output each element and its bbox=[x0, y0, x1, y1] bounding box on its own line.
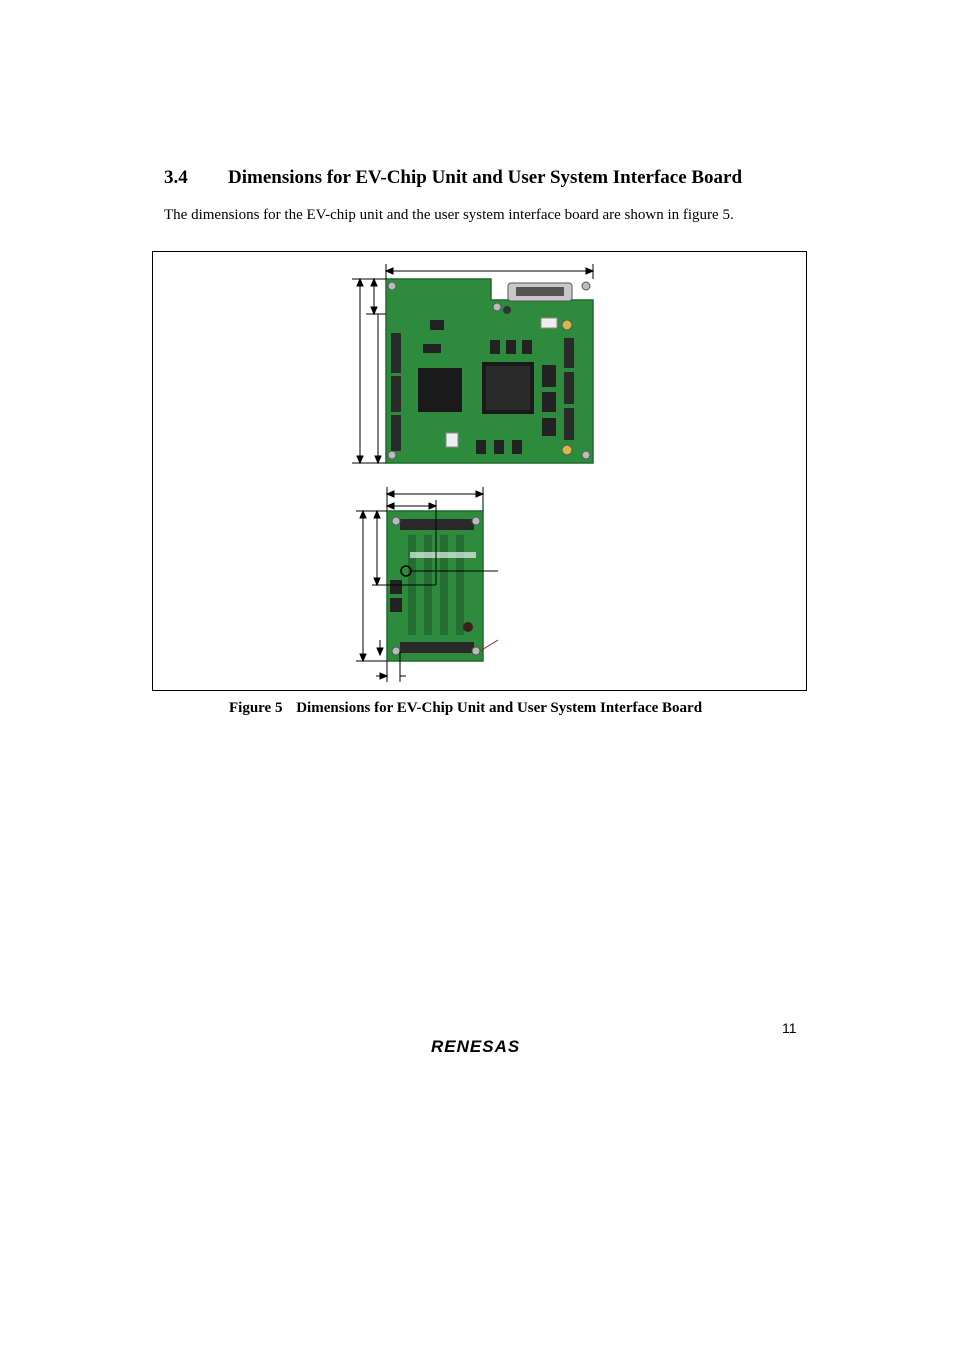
figure-caption-title: Dimensions for EV-Chip Unit and User System Interface Board bbox=[296, 700, 703, 716]
figure-caption-label: Figure 5 bbox=[229, 700, 283, 716]
user-system-interface-board bbox=[387, 511, 483, 661]
section-title: Dimensions for EV-Chip Unit and User System Interface Board bbox=[228, 167, 743, 188]
section-number: 3.4 bbox=[164, 167, 188, 188]
ev-chip-unit-board bbox=[386, 279, 593, 463]
page-number: 11 bbox=[782, 1020, 797, 1036]
figure-caption bbox=[229, 700, 702, 717]
renesas-logo: RENESAS bbox=[431, 1037, 521, 1056]
intro-paragraph: The dimensions for the EV-chip unit and the user system interface board are shown in figure 5. bbox=[164, 207, 734, 223]
